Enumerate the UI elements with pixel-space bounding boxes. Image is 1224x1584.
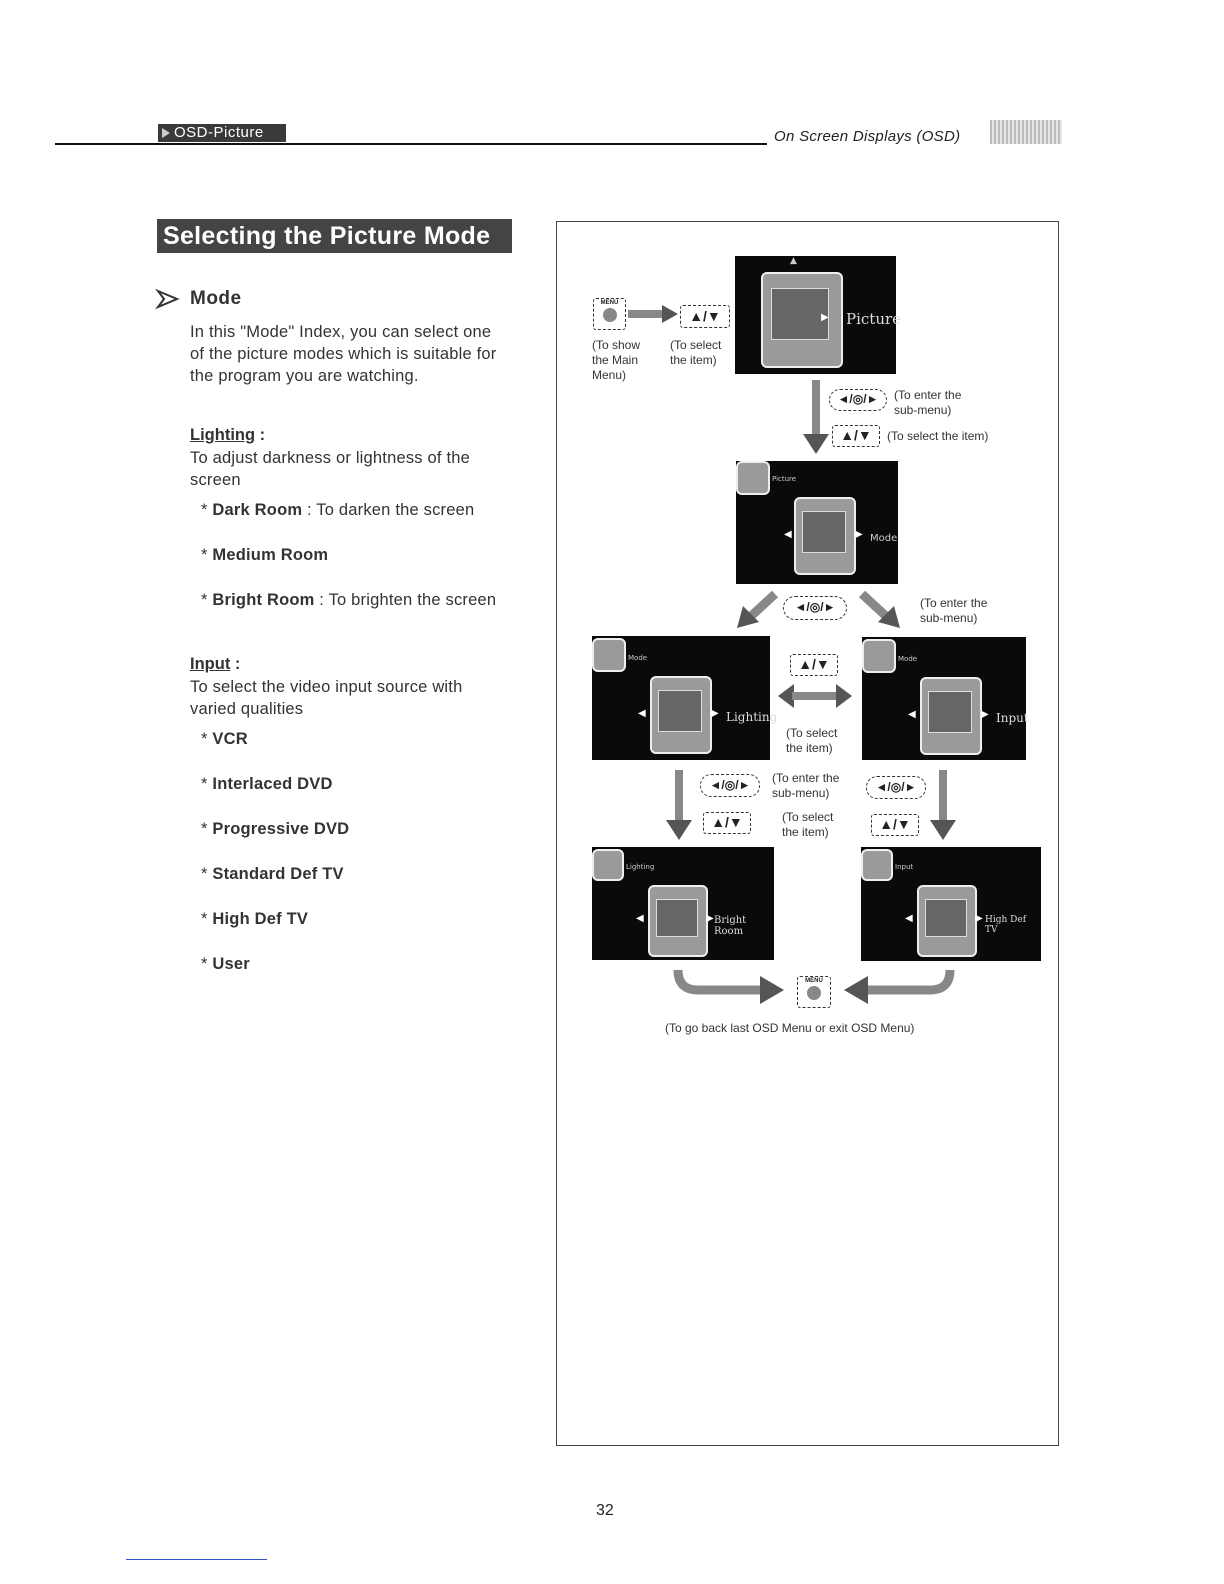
caption-select-item-3: (To select the item) (786, 726, 838, 755)
osd-cube-small (736, 461, 770, 495)
osd-cube-small (861, 849, 893, 881)
caption-enter-submenu-1: (To enter the sub-menu) (894, 388, 962, 417)
lighting-option-dark-room: * Dark Room : To darken the screen (201, 501, 475, 519)
input-option-progressive-dvd: * Progressive DVD (201, 820, 350, 838)
mode-intro-line-2: of the picture modes which is suitable for (190, 345, 497, 363)
right-triangle-icon: ▶ (975, 913, 983, 924)
enter-button-icon-4: ◄/◎/► (866, 776, 926, 799)
left-triangle-icon: ◀ (908, 709, 916, 720)
enter-button-icon-3: ◄/◎/► (700, 774, 760, 797)
play-icon (162, 128, 170, 138)
right-triangle-icon: ▶ (855, 529, 863, 540)
up-down-button-icon-5: ▲/▼ (871, 814, 919, 836)
osd-screen-input (862, 637, 1029, 760)
osd-cube (917, 885, 977, 957)
osd-screen-mode (736, 461, 898, 584)
osd-cube-small (862, 639, 896, 673)
left-triangle-icon: ◀ (905, 913, 913, 924)
right-triangle-icon: ▶ (711, 708, 719, 719)
lighting-desc-line-2: screen (190, 471, 241, 489)
footer-rule (126, 1559, 267, 1560)
screen-label-picture: Picture (846, 310, 902, 328)
caption-go-back: (To go back last OSD Menu or exit OSD Menu) (665, 1021, 915, 1035)
input-option-vcr: * VCR (201, 730, 248, 748)
caption-select-item-1: (To select the item) (670, 338, 722, 367)
up-down-button-icon: ▲/▼ (680, 305, 730, 328)
left-triangle-icon: ◀ (636, 913, 644, 924)
down-left-arrow-icon (737, 592, 777, 628)
mode-intro-line-1: In this "Mode" Index, you can select one (190, 323, 492, 341)
screen-label-bright-parent: Lighting (626, 863, 655, 871)
input-option-standard-def-tv: * Standard Def TV (201, 865, 344, 883)
return-arrow-right-icon (676, 968, 786, 1008)
osd-cube (650, 676, 712, 754)
input-desc-line-1: To select the video input source with (190, 678, 463, 696)
menu-button-icon-2: MENU (797, 976, 831, 1008)
left-triangle-icon: ◀ (638, 708, 646, 719)
lighting-option-medium-room: * Medium Room (201, 546, 329, 564)
input-option-high-def-tv: * High Def TV (201, 910, 309, 928)
osd-cube (920, 677, 982, 755)
up-triangle-icon: ▲ (790, 256, 797, 266)
mode-heading: Mode (190, 288, 242, 309)
caption-enter-submenu-3: (To enter the sub-menu) (772, 771, 840, 800)
right-arrow-icon (628, 305, 678, 323)
screen-label-high-def-tv: High Def TV (985, 915, 1027, 935)
header-decoration (990, 120, 1062, 144)
lighting-desc-line-1: To adjust darkness or lightness of the (190, 449, 471, 467)
screen-label-mode-parent: Picture (772, 475, 797, 483)
screen-label-mode: Mode (870, 533, 898, 544)
osd-cube-small (592, 638, 626, 672)
caption-enter-submenu-2: (To enter the sub-menu) (920, 596, 988, 625)
down-right-arrow-icon (860, 592, 900, 628)
page-number: 32 (596, 1502, 614, 1519)
up-down-button-icon-2: ▲/▼ (832, 425, 880, 447)
screen-label-input-parent: Mode (898, 655, 918, 663)
osd-screen-high-def-tv (861, 847, 1041, 961)
input-option-user: * User (201, 955, 250, 973)
arrow-bullet-icon (157, 289, 179, 309)
osd-cube (761, 272, 843, 368)
caption-show-main-menu: (To show the Main Menu) (592, 338, 641, 382)
caption-select-item-2: (To select the item) (887, 429, 989, 443)
right-triangle-icon: ▶ (821, 312, 829, 323)
down-arrow-icon-2 (666, 770, 692, 840)
input-desc-line-2: varied qualities (190, 700, 304, 718)
menu-button-icon: MENU (593, 298, 626, 330)
osd-screen-bright-room (592, 847, 774, 960)
screen-label-lighting-parent: Mode (628, 654, 648, 662)
header-rule (55, 143, 767, 145)
right-triangle-icon: ▶ (706, 913, 714, 924)
osd-cube (794, 497, 856, 575)
section-tag (158, 124, 286, 142)
lighting-heading: Lighting : (190, 426, 266, 444)
osd-cube-small (592, 849, 624, 881)
down-arrow-icon-3 (930, 770, 956, 840)
osd-cube (648, 885, 708, 957)
left-triangle-icon: ◀ (784, 529, 792, 540)
screen-label-hdtv-parent: Input (895, 863, 914, 871)
screen-label-bright-room: Bright Room (714, 915, 747, 937)
lighting-option-bright-room: * Bright Room : To brighten the screen (201, 591, 497, 609)
caption-select-item-4: (To select the item) (782, 810, 834, 839)
input-heading: Input : (190, 655, 241, 673)
page-title: Selecting the Picture Mode (157, 219, 512, 253)
section-tag-label: OSD-Picture (174, 124, 264, 141)
header-title: On Screen Displays (OSD) (774, 128, 961, 145)
screen-label-lighting: Lighting (726, 710, 778, 724)
osd-screen-picture (735, 256, 902, 374)
right-triangle-icon: ▶ (981, 709, 989, 720)
up-down-button-icon-3: ▲/▼ (790, 654, 838, 676)
up-down-button-icon-4: ▲/▼ (703, 812, 751, 834)
return-arrow-left-icon (842, 968, 952, 1008)
left-right-arrow-icon (778, 684, 852, 708)
mode-intro-line-3: the program you are watching. (190, 367, 419, 385)
input-option-interlaced-dvd: * Interlaced DVD (201, 775, 333, 793)
osd-screen-lighting (592, 636, 778, 760)
down-arrow-icon (803, 380, 829, 454)
screen-label-input: Input (996, 711, 1029, 725)
enter-button-icon: ◄/◎/► (829, 389, 887, 411)
enter-button-icon-2: ◄/◎/► (783, 596, 847, 620)
